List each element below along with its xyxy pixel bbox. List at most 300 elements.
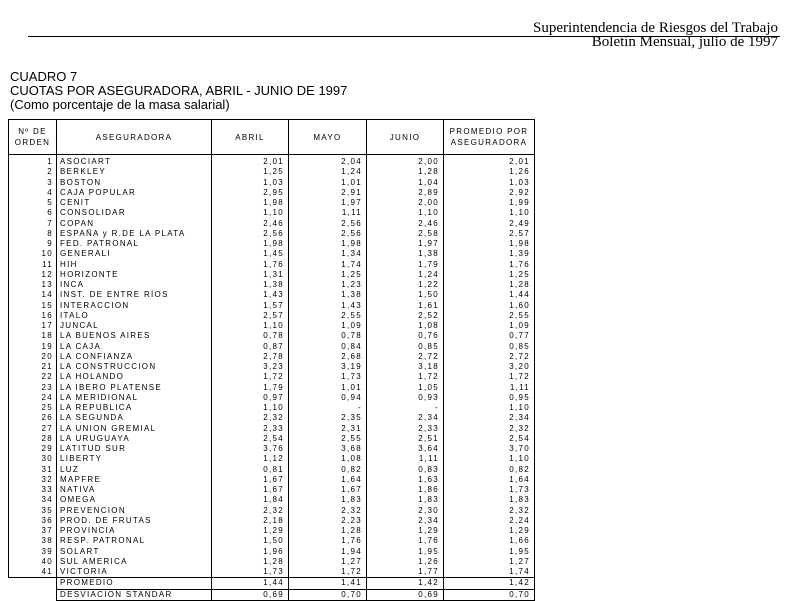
row-may: 0,82 — [289, 465, 367, 475]
row-april: 1,57 — [212, 301, 289, 311]
row-may: 1,83 — [289, 495, 367, 505]
row-average: 1,11 — [444, 383, 535, 393]
row-average: 1,72 — [444, 372, 535, 382]
row-average: 1,28 — [444, 280, 535, 290]
row-june: 1,24 — [367, 270, 444, 280]
row-may: 1,34 — [289, 249, 367, 259]
summary-row — [9, 578, 535, 589]
table-row — [9, 413, 535, 423]
row-insurer: SUL AMERICA — [57, 557, 212, 567]
row-average: 3,20 — [444, 362, 535, 372]
row-insurer: LA BUENOS AIRES — [57, 331, 212, 341]
row-may: 2,55 — [289, 434, 367, 444]
row-june: 2,33 — [367, 424, 444, 434]
row-may: 1,76 — [289, 536, 367, 546]
table-row — [9, 249, 535, 259]
row-average: 2,01 — [444, 155, 535, 168]
row-insurer: FED. PATRONAL — [57, 239, 212, 249]
row-june: 1,79 — [367, 260, 444, 270]
row-insurer: CAJA POPULAR — [57, 188, 212, 198]
table-row — [9, 208, 535, 218]
table-number: CUADRO 7 — [10, 69, 78, 84]
row-order: 13 — [9, 280, 57, 290]
row-insurer: HIH — [57, 260, 212, 270]
row-average: 1,64 — [444, 475, 535, 485]
row-average: 1,26 — [444, 167, 535, 177]
row-insurer: LA MERIDIONAL — [57, 393, 212, 403]
row-may: 3,68 — [289, 444, 367, 454]
row-average: 2,49 — [444, 219, 535, 229]
table-row — [9, 475, 535, 485]
row-average: 1,39 — [444, 249, 535, 259]
row-order: 30 — [9, 454, 57, 464]
row-april: 1,98 — [212, 239, 289, 249]
row-may: 2,91 — [289, 188, 367, 198]
row-average: 1,25 — [444, 270, 535, 280]
table-title: CUOTAS POR ASEGURADORA, ABRIL - JUNIO DE 1997 — [10, 83, 348, 98]
row-april: 2,78 — [212, 352, 289, 362]
table-row — [9, 506, 535, 516]
row-insurer: LUZ — [57, 465, 212, 475]
row-may: - — [289, 403, 367, 413]
row-average: 0,82 — [444, 465, 535, 475]
row-june: 1,83 — [367, 495, 444, 505]
row-april: 1,12 — [212, 454, 289, 464]
row-order: 36 — [9, 516, 57, 526]
table-row — [9, 352, 535, 362]
table-row — [9, 155, 535, 168]
row-may: 1,24 — [289, 167, 367, 177]
row-order: 35 — [9, 506, 57, 516]
row-june: 0,93 — [367, 393, 444, 403]
table-row — [9, 270, 535, 280]
summary-june: 1,42 — [367, 578, 444, 589]
row-may: 1,38 — [289, 290, 367, 300]
row-order: 6 — [9, 208, 57, 218]
row-insurer: LA CAJA — [57, 342, 212, 352]
row-insurer: BOSTON — [57, 178, 212, 188]
table-row — [9, 239, 535, 249]
header-may: MAYO — [289, 120, 367, 155]
row-average: 1,74 — [444, 567, 535, 578]
row-april: 3,76 — [212, 444, 289, 454]
row-insurer: PREVENCION — [57, 506, 212, 516]
row-average: 2,34 — [444, 413, 535, 423]
summary-april: 1,44 — [212, 578, 289, 589]
table-row — [9, 362, 535, 372]
row-june: 2,51 — [367, 434, 444, 444]
row-insurer: LA URUGUAYA — [57, 434, 212, 444]
row-insurer: LA SEGUNDA — [57, 413, 212, 423]
header-june: JUNIO — [367, 120, 444, 155]
row-order: 29 — [9, 444, 57, 454]
row-april: 2,54 — [212, 434, 289, 444]
row-average: 0,95 — [444, 393, 535, 403]
row-april: 1,10 — [212, 403, 289, 413]
row-order: 9 — [9, 239, 57, 249]
row-june: 2,58 — [367, 229, 444, 239]
row-june: 1,50 — [367, 290, 444, 300]
row-april: 0,78 — [212, 331, 289, 341]
row-april: 1,67 — [212, 475, 289, 485]
table-row — [9, 403, 535, 413]
row-average: 2,57 — [444, 229, 535, 239]
row-order: 17 — [9, 321, 57, 331]
row-june: 2,52 — [367, 311, 444, 321]
row-june: 0,85 — [367, 342, 444, 352]
row-order: 23 — [9, 383, 57, 393]
row-june: 1,11 — [367, 454, 444, 464]
row-insurer: COPAN — [57, 219, 212, 229]
table-row — [9, 465, 535, 475]
row-order: 1 — [9, 155, 57, 168]
row-april: 0,97 — [212, 393, 289, 403]
row-april: 1,98 — [212, 198, 289, 208]
row-may: 2,23 — [289, 516, 367, 526]
row-june: 2,34 — [367, 516, 444, 526]
row-average: 2,32 — [444, 506, 535, 516]
row-april: 2,46 — [212, 219, 289, 229]
row-insurer: VICTORIA — [57, 567, 212, 578]
table-row — [9, 290, 535, 300]
row-may: 1,28 — [289, 526, 367, 536]
table-subtitle: (Como porcentaje de la masa salarial) — [10, 97, 230, 112]
row-april: 1,10 — [212, 208, 289, 218]
row-insurer: RESP. PATRONAL — [57, 536, 212, 546]
row-average: 1,99 — [444, 198, 535, 208]
row-order: 24 — [9, 393, 57, 403]
row-may: 0,84 — [289, 342, 367, 352]
summary-label: DESVIACION STANDAR — [57, 589, 212, 600]
row-june: 1,86 — [367, 485, 444, 495]
row-average: 2,54 — [444, 434, 535, 444]
summary-june: 0,69 — [367, 589, 444, 600]
row-insurer: LA HOLANDO — [57, 372, 212, 382]
row-april: 2,32 — [212, 413, 289, 423]
header-insurer: ASEGURADORA — [57, 120, 212, 155]
row-insurer: LA CONSTRUCCION — [57, 362, 212, 372]
table-header-row — [9, 120, 535, 155]
table-row — [9, 167, 535, 177]
table-row — [9, 434, 535, 444]
row-insurer: BERKLEY — [57, 167, 212, 177]
row-may: 1,23 — [289, 280, 367, 290]
row-may: 2,56 — [289, 219, 367, 229]
table-row — [9, 372, 535, 382]
org-name: Superintendencia de Riesgos del Trabajo — [533, 20, 778, 36]
row-may: 1,72 — [289, 567, 367, 578]
summary-may: 1,41 — [289, 578, 367, 589]
row-april: 1,96 — [212, 547, 289, 557]
row-june: 1,05 — [367, 383, 444, 393]
row-average: 1,10 — [444, 208, 535, 218]
summary-average: 0,70 — [444, 589, 535, 600]
row-average: 2,55 — [444, 311, 535, 321]
row-june: 1,38 — [367, 249, 444, 259]
row-order: 32 — [9, 475, 57, 485]
row-april: 1,28 — [212, 557, 289, 567]
row-average: 1,60 — [444, 301, 535, 311]
row-order: 26 — [9, 413, 57, 423]
summary-blank — [9, 578, 57, 589]
table-row — [9, 331, 535, 341]
row-june: 3,64 — [367, 444, 444, 454]
row-june: 2,72 — [367, 352, 444, 362]
row-april: 3,23 — [212, 362, 289, 372]
row-april: 2,95 — [212, 188, 289, 198]
row-insurer: INST. DE ENTRE RÍOS — [57, 290, 212, 300]
row-order: 34 — [9, 495, 57, 505]
row-may: 2,68 — [289, 352, 367, 362]
table-row — [9, 219, 535, 229]
row-average: 1,10 — [444, 403, 535, 413]
row-may: 2,32 — [289, 506, 367, 516]
row-insurer: PROVINCIA — [57, 526, 212, 536]
row-june: 1,10 — [367, 208, 444, 218]
row-average: 1,98 — [444, 239, 535, 249]
row-june: 1,77 — [367, 567, 444, 578]
row-june: 2,00 — [367, 198, 444, 208]
row-average: 1,29 — [444, 526, 535, 536]
table-row — [9, 495, 535, 505]
row-insurer: PROD. DE FRUTAS — [57, 516, 212, 526]
row-average: 1,83 — [444, 495, 535, 505]
row-order: 40 — [9, 557, 57, 567]
row-average: 1,27 — [444, 557, 535, 567]
row-order: 8 — [9, 229, 57, 239]
bulletin-name: Boletín Mensual, julio de 1997 — [591, 34, 778, 50]
row-average: 1,03 — [444, 178, 535, 188]
table-row — [9, 516, 535, 526]
row-may: 1,43 — [289, 301, 367, 311]
row-may: 1,09 — [289, 321, 367, 331]
row-average: 2,32 — [444, 424, 535, 434]
row-april: 1,50 — [212, 536, 289, 546]
row-insurer: JUNCAL — [57, 321, 212, 331]
row-average: 2,24 — [444, 516, 535, 526]
row-june: 2,34 — [367, 413, 444, 423]
row-may: 1,01 — [289, 178, 367, 188]
row-average: 1,95 — [444, 547, 535, 557]
row-june: - — [367, 403, 444, 413]
row-april: 1,67 — [212, 485, 289, 495]
row-insurer: NATIVA — [57, 485, 212, 495]
row-insurer: LA IBERO PLATENSE — [57, 383, 212, 393]
table-row — [9, 526, 535, 536]
summary-row — [9, 589, 535, 600]
row-april: 1,29 — [212, 526, 289, 536]
row-insurer: LA CONFIANZA — [57, 352, 212, 362]
row-april: 0,87 — [212, 342, 289, 352]
row-may: 2,35 — [289, 413, 367, 423]
row-june: 1,76 — [367, 536, 444, 546]
row-order: 20 — [9, 352, 57, 362]
row-average: 1,10 — [444, 454, 535, 464]
row-may: 1,97 — [289, 198, 367, 208]
table-row — [9, 280, 535, 290]
table-row — [9, 383, 535, 393]
row-june: 2,30 — [367, 506, 444, 516]
row-average: 2,92 — [444, 188, 535, 198]
table-row — [9, 260, 535, 270]
row-june: 2,00 — [367, 155, 444, 168]
table-row — [9, 393, 535, 403]
row-average: 0,77 — [444, 331, 535, 341]
row-order: 14 — [9, 290, 57, 300]
row-april: 2,01 — [212, 155, 289, 168]
row-april: 1,38 — [212, 280, 289, 290]
row-april: 1,31 — [212, 270, 289, 280]
table-row — [9, 444, 535, 454]
row-april: 2,56 — [212, 229, 289, 239]
row-may: 0,78 — [289, 331, 367, 341]
header-april: ABRIL — [212, 120, 289, 155]
row-average: 1,44 — [444, 290, 535, 300]
row-april: 1,45 — [212, 249, 289, 259]
row-insurer: GENERALI — [57, 249, 212, 259]
row-june: 2,89 — [367, 188, 444, 198]
row-june: 1,63 — [367, 475, 444, 485]
row-june: 0,76 — [367, 331, 444, 341]
row-april: 0,81 — [212, 465, 289, 475]
row-insurer: ASOCIART — [57, 155, 212, 168]
row-average: 3,70 — [444, 444, 535, 454]
row-order: 4 — [9, 188, 57, 198]
row-average: 1,76 — [444, 260, 535, 270]
table-row — [9, 229, 535, 239]
table-row — [9, 424, 535, 434]
row-insurer: CONSOLIDAR — [57, 208, 212, 218]
table-row — [9, 567, 535, 578]
row-insurer: ESPAÑA y R.DE LA PLATA — [57, 229, 212, 239]
table-row — [9, 198, 535, 208]
table-row — [9, 536, 535, 546]
row-order: 22 — [9, 372, 57, 382]
row-order: 41 — [9, 567, 57, 578]
row-june: 1,22 — [367, 280, 444, 290]
row-april: 1,03 — [212, 178, 289, 188]
row-may: 1,64 — [289, 475, 367, 485]
row-order: 16 — [9, 311, 57, 321]
row-may: 1,74 — [289, 260, 367, 270]
row-may: 1,94 — [289, 547, 367, 557]
row-may: 2,56 — [289, 229, 367, 239]
row-may: 2,55 — [289, 311, 367, 321]
row-may: 3,19 — [289, 362, 367, 372]
summary-average: 1,42 — [444, 578, 535, 589]
row-may: 1,73 — [289, 372, 367, 382]
row-june: 1,26 — [367, 557, 444, 567]
row-june: 2,46 — [367, 219, 444, 229]
row-average: 0,85 — [444, 342, 535, 352]
row-april: 1,79 — [212, 383, 289, 393]
row-order: 38 — [9, 536, 57, 546]
row-may: 1,98 — [289, 239, 367, 249]
row-order: 25 — [9, 403, 57, 413]
row-order: 18 — [9, 331, 57, 341]
row-may: 1,11 — [289, 208, 367, 218]
row-insurer: INCA — [57, 280, 212, 290]
summary-april: 0,69 — [212, 589, 289, 600]
row-average: 1,73 — [444, 485, 535, 495]
row-average: 2,72 — [444, 352, 535, 362]
row-may: 2,04 — [289, 155, 367, 168]
row-june: 3,18 — [367, 362, 444, 372]
row-may: 2,31 — [289, 424, 367, 434]
table-row — [9, 547, 535, 557]
row-insurer: HORIZONTE — [57, 270, 212, 280]
table-row — [9, 485, 535, 495]
table-row — [9, 454, 535, 464]
row-june: 1,08 — [367, 321, 444, 331]
summary-may: 0,70 — [289, 589, 367, 600]
row-average: 1,09 — [444, 321, 535, 331]
row-insurer: ITALO — [57, 311, 212, 321]
row-average: 1,66 — [444, 536, 535, 546]
row-order: 10 — [9, 249, 57, 259]
row-order: 7 — [9, 219, 57, 229]
row-april: 2,33 — [212, 424, 289, 434]
row-june: 1,61 — [367, 301, 444, 311]
row-may: 1,08 — [289, 454, 367, 464]
row-june: 1,28 — [367, 167, 444, 177]
row-insurer: CENIT — [57, 198, 212, 208]
table-row — [9, 342, 535, 352]
row-june: 1,97 — [367, 239, 444, 249]
table-row — [9, 178, 535, 188]
row-order: 27 — [9, 424, 57, 434]
table-body — [9, 155, 535, 601]
row-order: 28 — [9, 434, 57, 444]
table-row — [9, 188, 535, 198]
row-order: 19 — [9, 342, 57, 352]
row-april: 1,84 — [212, 495, 289, 505]
row-april: 1,73 — [212, 567, 289, 578]
row-april: 1,76 — [212, 260, 289, 270]
row-may: 0,94 — [289, 393, 367, 403]
row-june: 1,04 — [367, 178, 444, 188]
header-average: PROMEDIO POR ASEGURADORA — [444, 120, 535, 155]
summary-blank — [9, 589, 57, 600]
row-may: 1,01 — [289, 383, 367, 393]
row-order: 31 — [9, 465, 57, 475]
row-order: 2 — [9, 167, 57, 177]
row-april: 2,57 — [212, 311, 289, 321]
row-june: 1,29 — [367, 526, 444, 536]
row-april: 1,43 — [212, 290, 289, 300]
row-order: 37 — [9, 526, 57, 536]
header-order: Nº DE ORDEN — [9, 120, 57, 155]
row-insurer: LATITUD SUR — [57, 444, 212, 454]
row-june: 0,83 — [367, 465, 444, 475]
row-order: 11 — [9, 260, 57, 270]
quotas-table — [8, 119, 535, 601]
row-order: 15 — [9, 301, 57, 311]
row-insurer: INTERACCION — [57, 301, 212, 311]
table-row — [9, 301, 535, 311]
row-order: 39 — [9, 547, 57, 557]
row-insurer: SOLART — [57, 547, 212, 557]
table-row — [9, 557, 535, 567]
row-june: 1,72 — [367, 372, 444, 382]
row-april: 2,32 — [212, 506, 289, 516]
row-insurer: LA REPUBLICA — [57, 403, 212, 413]
row-may: 1,25 — [289, 270, 367, 280]
row-order: 3 — [9, 178, 57, 188]
row-order: 21 — [9, 362, 57, 372]
row-april: 1,10 — [212, 321, 289, 331]
row-may: 1,27 — [289, 557, 367, 567]
